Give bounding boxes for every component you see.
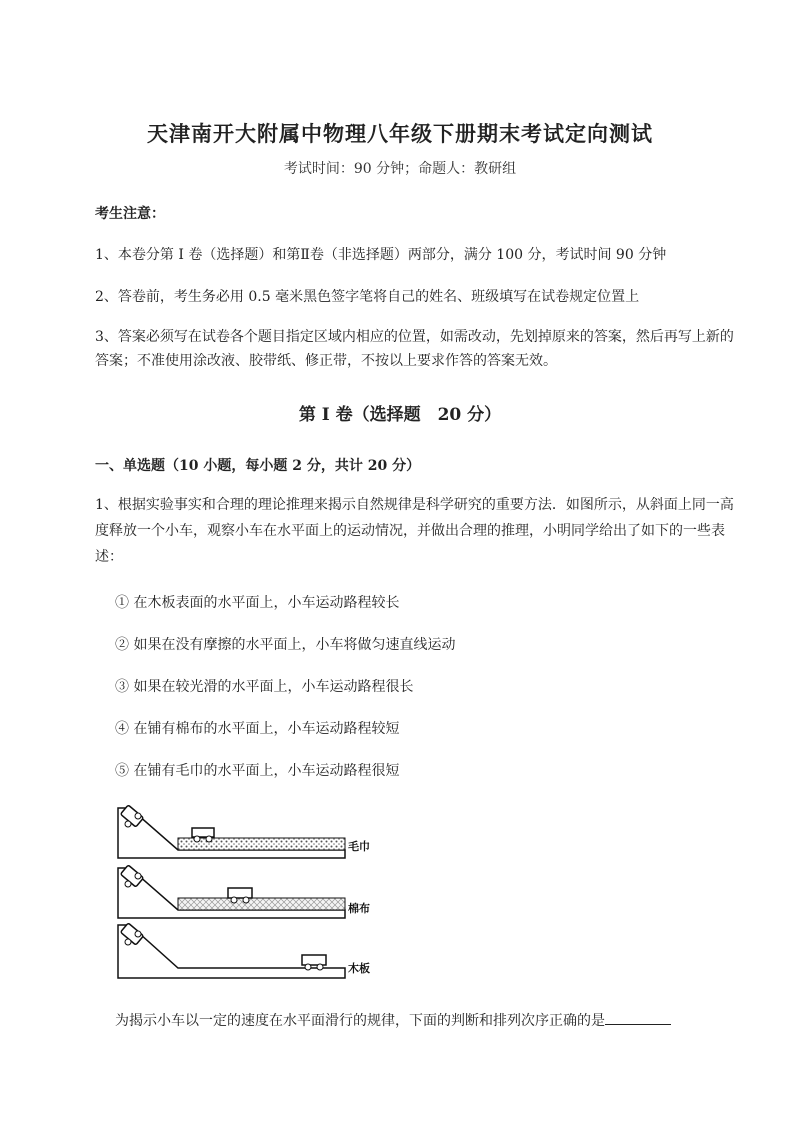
notice-item-1: 1、本卷分第 I 卷（选择题）和第Ⅱ卷（非选择题）两部分，满分 100 分，考试时间 90 分钟: [95, 247, 667, 263]
notice-item-2: 2、答卷前，考生务必用 0.5 毫米黑色签字笔将自己的姓名、班级填写在试卷规定位置上: [95, 289, 640, 305]
statement-1: ① 在木板表面的水平面上，小车运动路程较长: [115, 595, 400, 611]
exam-title: 天津南开大附属中物理八年级下册期末考试定向测试: [147, 121, 653, 146]
question-1-stem: 1、根据实验事实和合理的理论推理来揭示自然规律是科学研究的重要方法．如图所示，从斜面上同一高度释放一个小车，观察小车在水平面上的运动情况，并做出合理的推理，小明同学给出了如下的一些表述：: [95, 497, 734, 565]
notice-item-3: 3、答案必须写在试卷各个题目指定区域内相应的位置，如需改动，先划掉原来的答案，然后再写上新的答案；不准使用涂改液、胶带纸、修正带，不按以上要求作答的答案无效。: [95, 329, 734, 369]
exam-subtitle: 考试时间：90 分钟；命题人：教研组: [283, 161, 517, 177]
statement-5: ⑤ 在铺有毛巾的水平面上，小车运动路程很短: [115, 763, 400, 779]
label-towel: 毛巾: [348, 840, 370, 853]
notice-heading: 考生注意：: [95, 206, 165, 222]
statement-3: ③ 如果在较光滑的水平面上，小车运动路程很长: [115, 679, 414, 695]
track-cotton: [118, 865, 370, 918]
label-wood: 木板: [348, 962, 370, 975]
section-title: 第 I 卷（选择题 20 分）: [298, 405, 502, 425]
incline-experiment-figure: [110, 800, 400, 985]
label-cotton: 棉布: [348, 902, 370, 915]
answer-blank[interactable]: [605, 1010, 671, 1025]
question-1-prompt: 为揭示小车以一定的速度在水平面滑行的规律，下面的判断和排列次序正确的是: [115, 1013, 605, 1029]
statement-4: ④ 在铺有棉布的水平面上，小车运动路程较短: [115, 721, 400, 737]
track-towel: [118, 805, 370, 858]
question-1-closing: [115, 1010, 671, 1030]
part-heading: 一、单选题（10 小题，每小题 2 分，共计 20 分）: [95, 458, 421, 474]
statement-2: ② 如果在没有摩擦的水平面上，小车将做匀速直线运动: [115, 637, 456, 653]
track-wood: [118, 923, 370, 978]
